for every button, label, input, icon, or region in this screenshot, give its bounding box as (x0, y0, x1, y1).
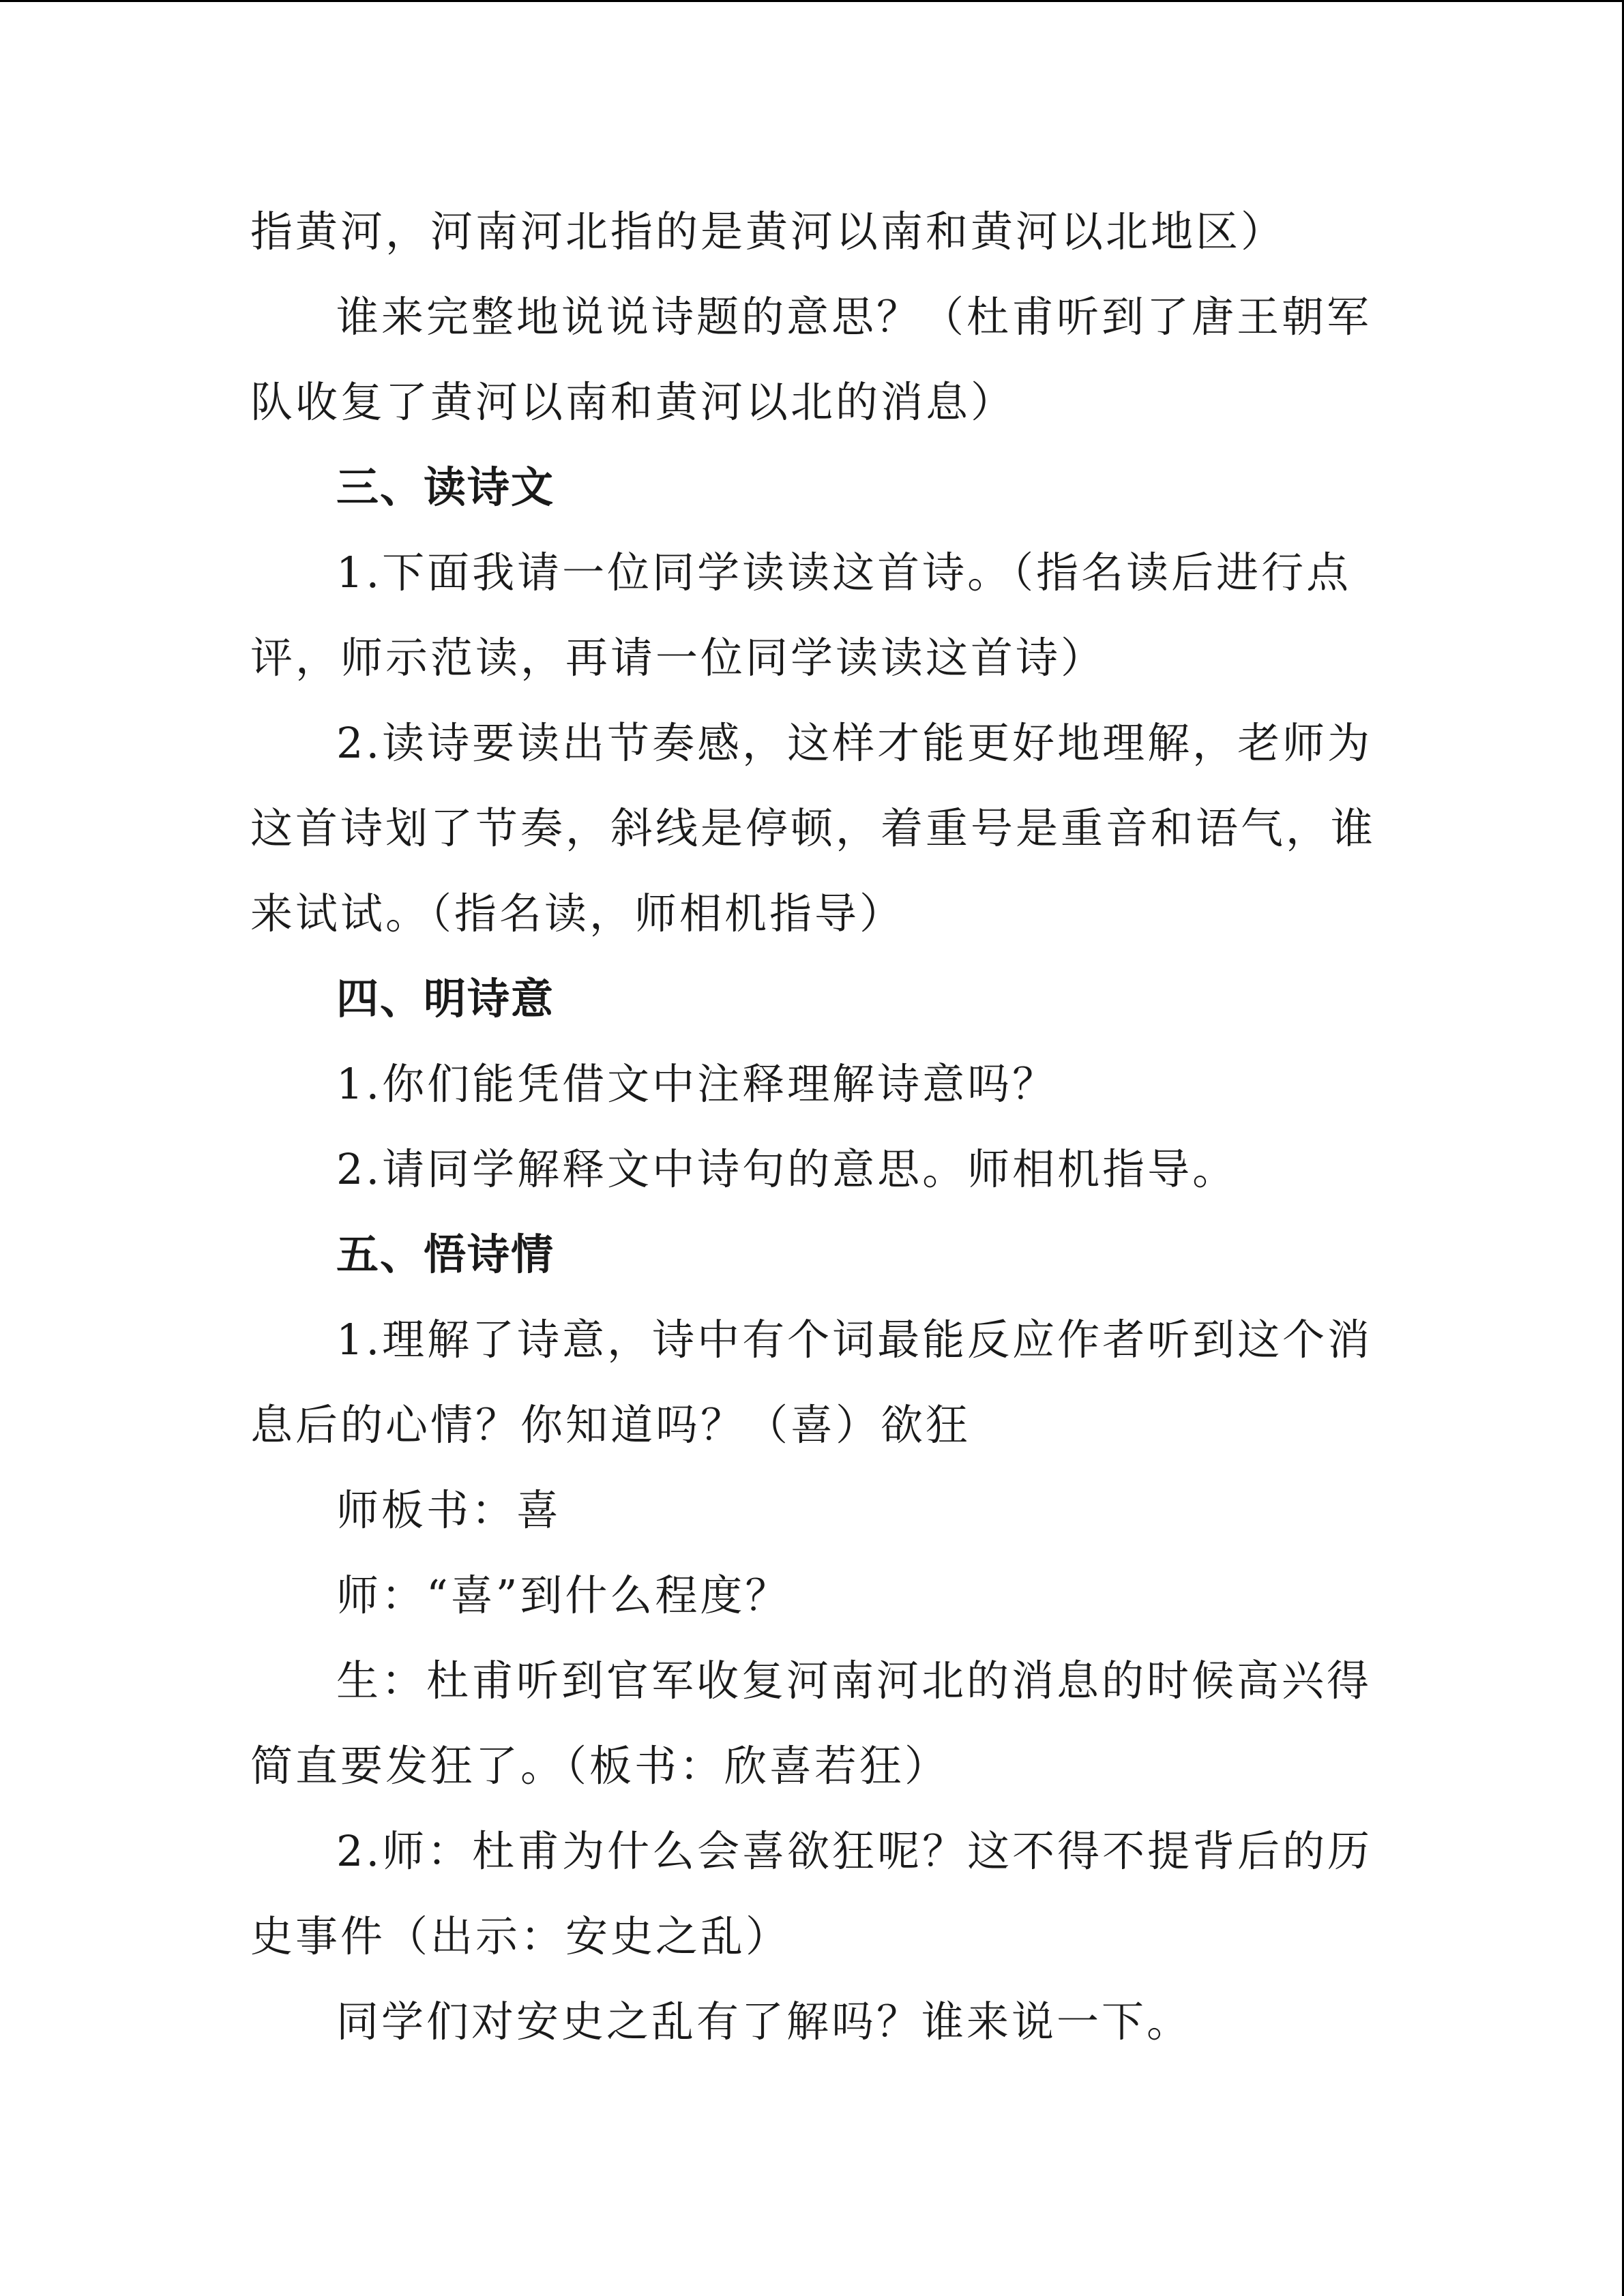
section-heading-feel-emotion: 五、悟诗情 (336, 1229, 555, 1279)
paragraph-line: 2.读诗要读出节奏感，这样才能更好地理解，老师为 (336, 718, 1373, 768)
paragraph-line: 1.理解了诗意，诗中有个词最能反应作者听到这个消 (336, 1315, 1373, 1365)
paragraph-line: 指黄河，河南河北指的是黄河以南和黄河以北地区） (250, 207, 1286, 256)
paragraph-line: 息后的心情？你知道吗？（喜）欲狂 (250, 1400, 971, 1450)
paragraph-line: 简直要发狂了。（板书：欣喜若狂） (250, 1741, 950, 1791)
top-border (0, 0, 1624, 2)
paragraph-line: 师板书：喜 (336, 1485, 562, 1535)
section-heading-understand-meaning: 四、明诗意 (336, 974, 555, 1024)
paragraph-line: 同学们对安史之乱有了解吗？谁来说一下。 (336, 1997, 1192, 2046)
paragraph-line: 2.师：杜甫为什么会喜欲狂呢？这不得不提背后的历 (336, 1826, 1373, 1876)
paragraph-line: 评，师示范读，再请一位同学读读这首诗） (250, 633, 1106, 683)
section-heading-read-poem: 三、读诗文 (336, 462, 555, 512)
paragraph-line: 史事件（出示：安史之乱） (250, 1911, 791, 1961)
paragraph-line: 生：杜甫听到官军收复河南河北的消息的时候高兴得 (336, 1656, 1372, 1705)
paragraph-line: 队收复了黄河以南和黄河以北的消息） (250, 377, 1016, 427)
paragraph-line: 师：“喜”到什么程度？ (336, 1570, 791, 1620)
paragraph-line: 2.请同学解释文中诗句的意思。师相机指导。 (336, 1144, 1238, 1194)
paragraph-line: 1.下面我请一位同学读读这首诗。（指名读后进行点 (336, 548, 1352, 597)
paragraph-line: 来试试。（指名读，师相机指导） (250, 889, 905, 938)
paragraph-line: 1.你们能凭借文中注释理解诗意吗？ (336, 1059, 1058, 1109)
paragraph-line: 谁来完整地说说诗题的意思？（杜甫听到了唐王朝军 (336, 292, 1372, 342)
paragraph-line: 这首诗划了节奏，斜线是停顿，着重号是重音和语气，谁 (250, 803, 1376, 853)
